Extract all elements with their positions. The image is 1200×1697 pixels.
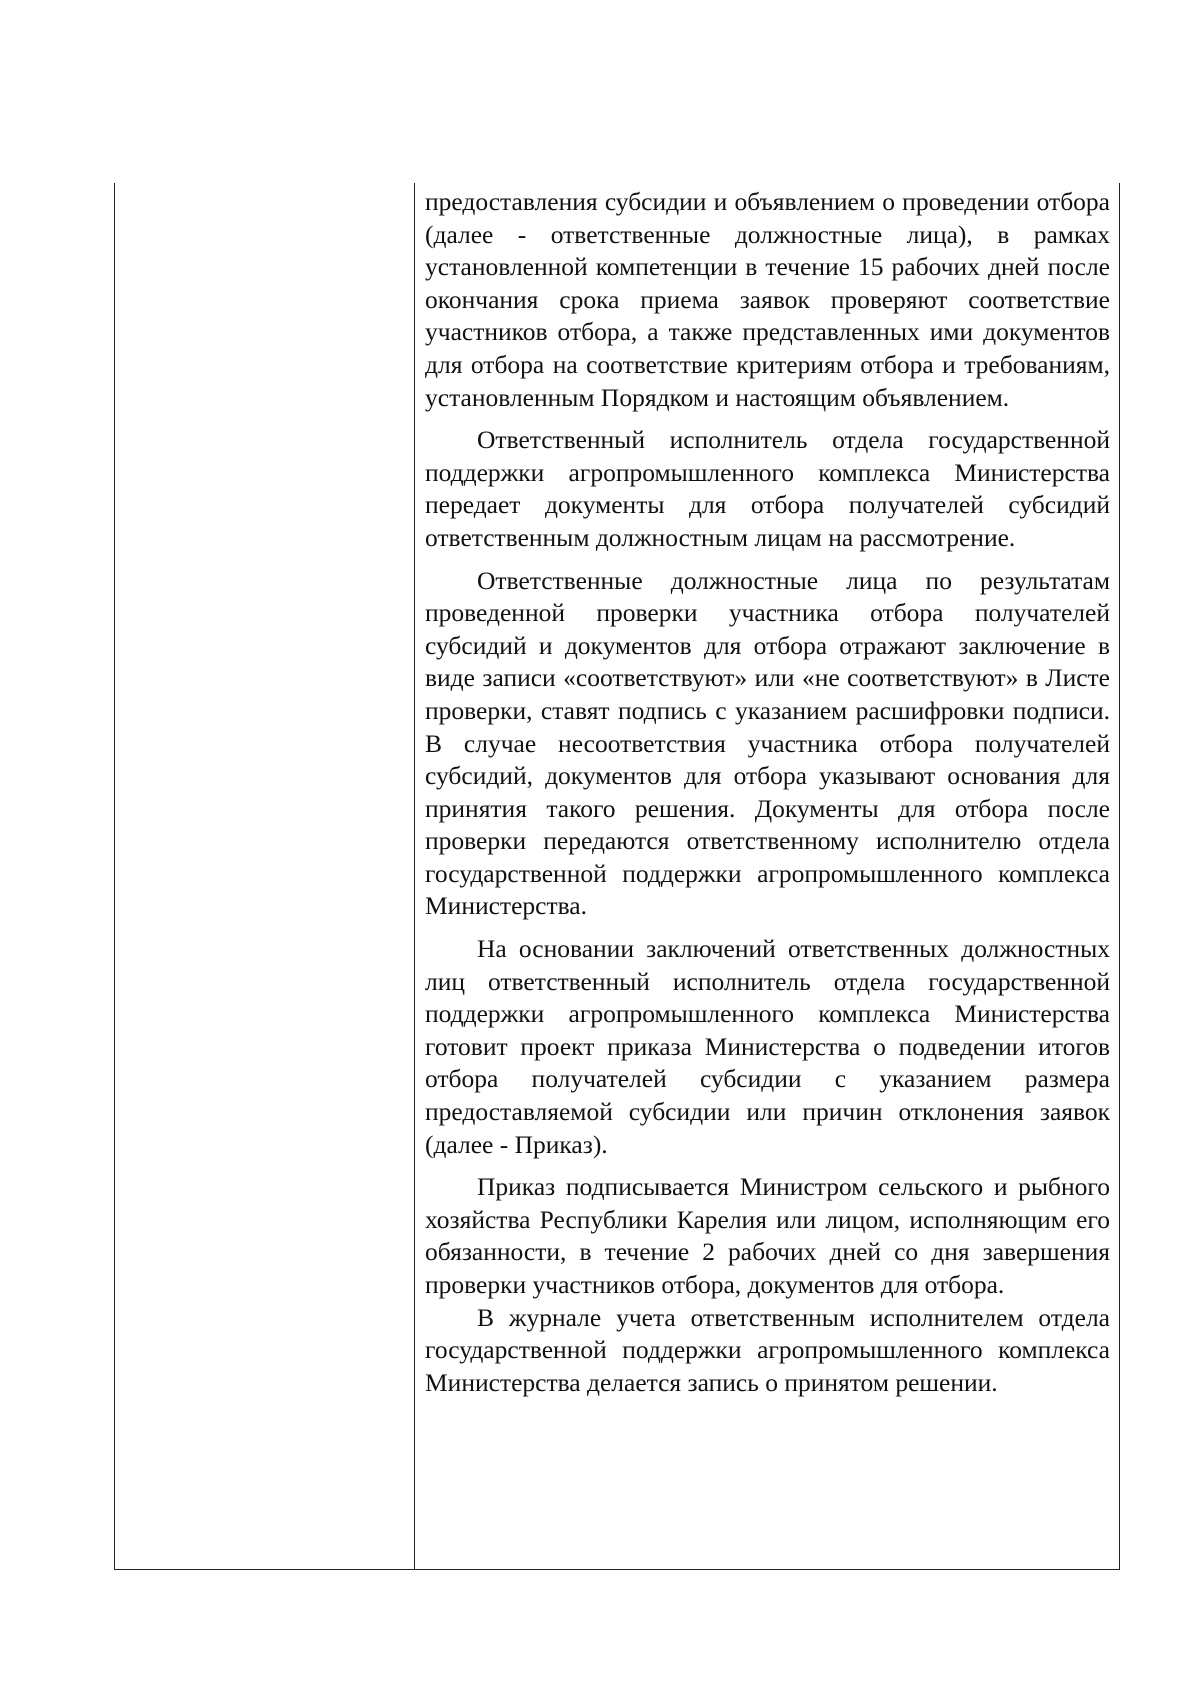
paragraph-3: Ответственные должностные лица по результатам проведенной проверки участника отбора получателей субсидий и документов для отбора отражают заключение в виде записи «соответствуют» или «не соответствуют» в Листе проверки, ставят подпись с указанием расшифровки подписи. В случае несоответствия участника отбора получателей субсидий, документов для отбора указывают основания для принятия такого решения. Документы для отбора после проверки передаются ответственному исполнителю отдела государственной поддержки агропромышленного комплекса Министерства. — [425, 565, 1110, 921]
paragraph-4: На основании заключений ответственных должностных лиц ответственный исполнитель отдела государственной поддержки агропромышленного комплекса Министерства готовит проект приказа Министерства о подведении итогов отбора получателей субсидии с указанием размера предоставляемой субсидии или причин отклонения заявок (далее - Приказ). — [425, 934, 1110, 1159]
document-table — [114, 183, 1120, 1570]
table-left-column — [115, 183, 415, 1569]
paragraph-5: Приказ подписывается Министром сельского и рыбного хозяйства Республики Карелия или лицом, исполняющим его обязанности, в течение 2 рабочих дней со дня завершения проверки участников отбора, документов для отбора. — [425, 1172, 1110, 1299]
paragraph-1: предоставления субсидии и объявлением о проведении отбора (далее - ответственные должностные лица), в рамках установленной компетенции в течение 15 рабочих дней после окончания срока приема заявок проверяют соответствие участников отбора, а также представленных ими документов для отбора на соответствие критериям отбора и требованиям, установленным Порядком и настоящим объявлением. — [425, 187, 1110, 412]
paragraph-2: Ответственный исполнитель отдела государственной поддержки агропромышленного комплекса Министерства передает документы для отбора получателей субсидий ответственным должностным лицам на рассмотрение. — [425, 425, 1110, 552]
paragraph-6: В журнале учета ответственным исполнителем отдела государственной поддержки агропромышленного комплекса Министерства делается запись о принятом решении. — [425, 1302, 1110, 1397]
table-right-column — [415, 183, 1119, 1569]
